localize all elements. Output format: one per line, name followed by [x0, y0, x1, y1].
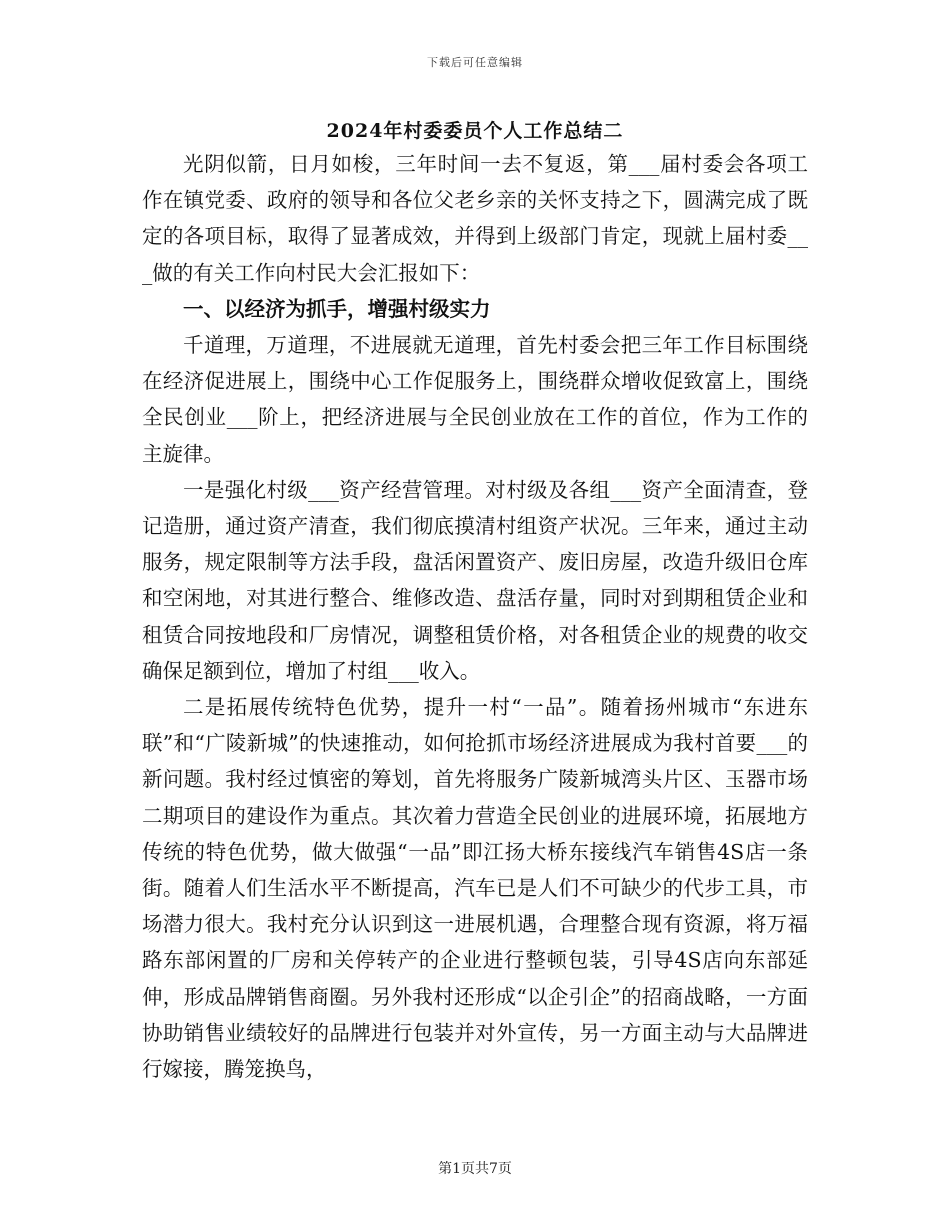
document-body: [142, 146, 808, 1087]
paragraph-tradition: 二是拓展传统特色优势，提升一村“一品”。随着扬州城市“东进东联”和“广陵新城”的快速推动，如何抢抓市场经济进展成为我村首要___的新问题。我村经过慎密的筹划，首先将服务广陵新城湾头片区、玉器市场二期项目的建设作为重点。其次着力营造全民创业的进展环境，拓展地方传统的特色优势，做大做强“一品”即江扬大桥东接线汽车销售4S店一条街。随着人们生活水平不断提高，汽车已是人们不可缺少的代步工具，市场潜力很大。我村充分认识到这一进展机遇，合理整合现有资源，将万福路东部闲置的厂房和关停转产的企业进行整顿包装，引导4S店向东部延伸，形成品牌销售商圈。另外我村还形成“以企引企”的招商战略，一方面协助销售业绩较好的品牌进行包装并对外宣传，另一方面主动与大品牌进行嫁接，腾笼换鸟，: [142, 695, 808, 1082]
section-heading-1: 一、以经济为抓手，增强村级实力: [183, 296, 491, 321]
paragraph-intro: 光阴似箭，日月如梭，三年时间一去不复返，第___届村委会各项工作在镇党委、政府的领导和各位父老乡亲的关怀支持之下，圆满完成了既定的各项目标，取得了显著成效，并得到上级部门肯定，现就上届村委___做的有关工作向村民大会汇报如下：: [142, 152, 808, 285]
page-indicator: 第1页共7页: [438, 1161, 512, 1177]
document-title: 2024年村委委员个人工作总结二: [326, 120, 624, 142]
header-note: 下载后可任意编辑: [427, 56, 523, 69]
paragraph-assets: 一是强化村级___资产经营管理。对村级及各组___资产全面清查，登记造册，通过资产清查，我们彻底摸清村组资产状况。三年来，通过主动服务，规定限制等方法手段，盘活闲置资产、废旧房屋，改造升级旧仓库和空闲地，对其进行整合、维修改造、盘活存量，同时对到期租赁企业和租赁合同按地段和厂房情况，调整租赁价格，对各租赁企业的规费的收交确保足额到位，增加了村组___收入。: [142, 477, 808, 683]
paragraph-principle: 千道理，万道理，不进展就无道理，首先村委会把三年工作目标围绕在经济促进展上，围绕中心工作促服务上，围绕群众增收促致富上，围绕全民创业___阶上，把经济进展与全民创业放在工作的首位，作为工作的主旋律。: [142, 333, 808, 466]
